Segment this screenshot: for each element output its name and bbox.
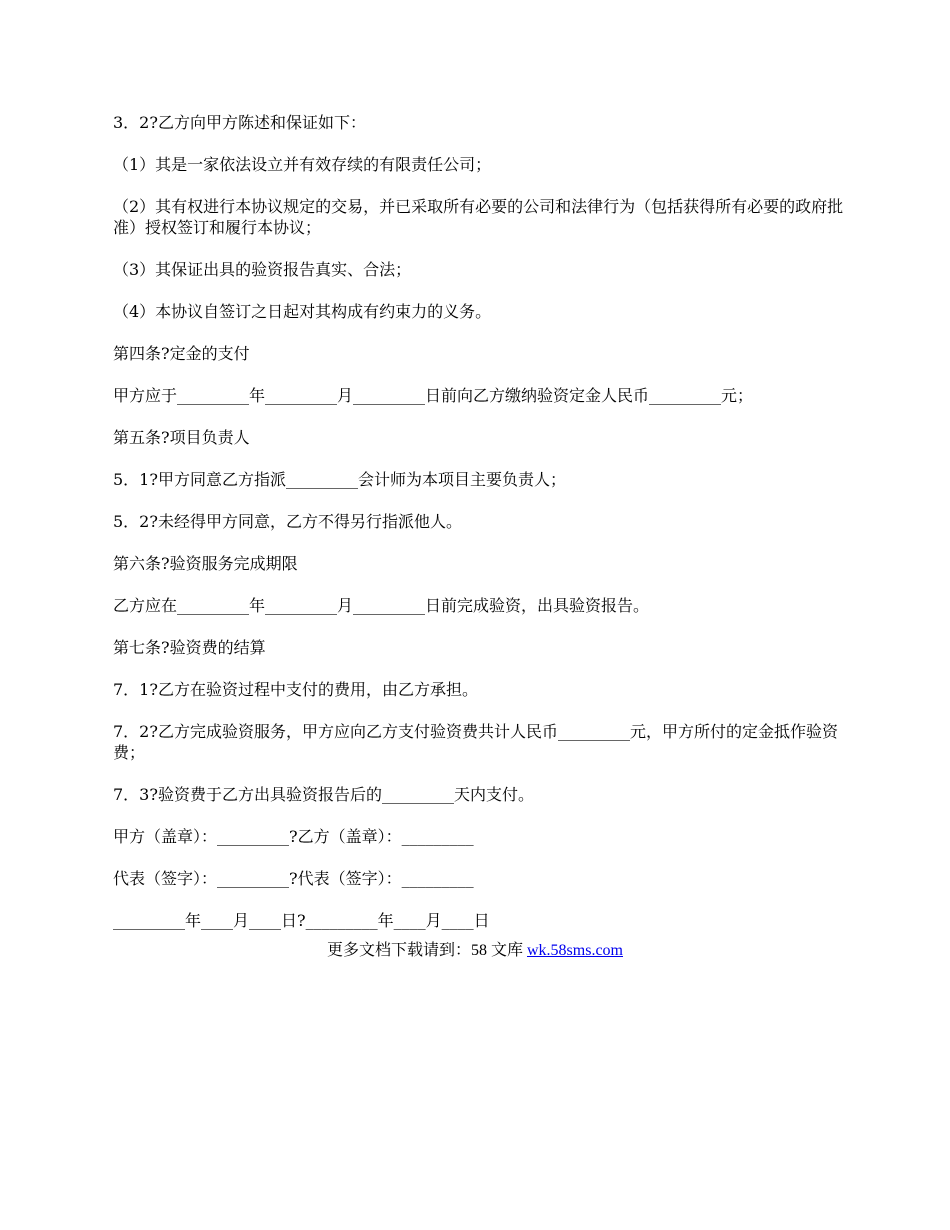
clause-3-2-item-1: （1）其是一家依法设立并有效存续的有限责任公司； — [113, 155, 492, 174]
clause-7-2: 7．2?乙方完成验资服务，甲方应向乙方支付验资费共计人民币_________元，甲方所付的定金抵作验资费； — [113, 722, 838, 762]
clause-3-2-heading: 3．2?乙方向甲方陈述和保证如下： — [113, 113, 366, 132]
clause-5-2: 5．2?未经得甲方同意，乙方不得另行指派他人。 — [113, 512, 462, 531]
footer-link[interactable]: wk.58sms.com — [527, 942, 623, 959]
footer-text: 更多文档下载请到：58 文库 — [326, 942, 527, 959]
clause-7-1: 7．1?乙方在验资过程中支付的费用，由乙方承担。 — [113, 680, 478, 699]
article-4-text: 甲方应于_________年_________月_________日前向乙方缴纳验资定金人民币_________元； — [113, 386, 754, 405]
article-4-title: 第四条?定金的支付 — [113, 344, 250, 363]
download-footer — [0, 940, 950, 961]
article-7-title: 第七条?验资费的结算 — [113, 638, 266, 657]
article-6-title: 第六条?验资服务完成期限 — [113, 554, 298, 573]
clause-3-2-item-2: （2）其有权进行本协议规定的交易，并已采取所有必要的公司和法律行为（包括获得所有必要的政府批准）授权签订和履行本协议； — [113, 197, 844, 237]
article-5-title: 第五条?项目负责人 — [113, 428, 250, 447]
article-6-text: 乙方应在_________年_________月_________日前完成验资，出具验资报告。 — [113, 596, 650, 615]
signature-line: 代表（签字）：_________?代表（签字）：_________ — [113, 869, 474, 888]
date-line: _________年____月____日?_________年____月____日 — [113, 911, 490, 930]
clause-3-2-item-4: （4）本协议自签订之日起对其构成有约束力的义务。 — [113, 302, 492, 321]
clause-7-3: 7．3?验资费于乙方出具验资报告后的_________天内支付。 — [113, 785, 534, 804]
seal-line: 甲方（盖章）：_________?乙方（盖章）：_________ — [113, 827, 474, 846]
clause-3-2-item-3: （3）其保证出具的验资报告真实、合法； — [113, 260, 412, 279]
clause-5-1: 5．1?甲方同意乙方指派_________会计师为本项目主要负责人； — [113, 470, 566, 489]
document-body — [113, 112, 853, 952]
